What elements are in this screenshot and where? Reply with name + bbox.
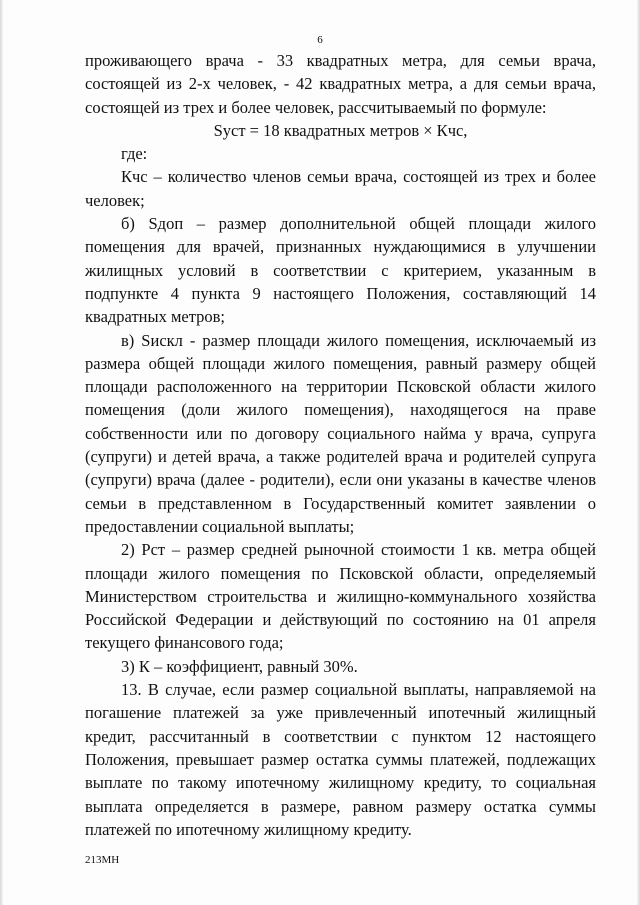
scan-edge-left — [0, 0, 3, 905]
paragraph-continuation: проживающего врача - 33 квадратных метра, для семьи врача, состоящей из 2-х человек, - 42 квадратных метра, а для семьи врача, состоящей из трех и более человек, рассчитываемый по формуле: — [85, 51, 596, 117]
paragraph-section-13: 13. В случае, если размер социальной выплаты, направляемой на погашение платежей за уже привлеченный ипотечный жилищный кредит, рассчитанный в соответствии с пунктом 12 настоящего Положения, превышает размер остатка суммы платежей, подлежащих выплате по такому ипотечному жилищному кредиту, то социальная выплата определяется в размере, равном размеру остатка суммы платежей по ипотечному жилищному кредиту. — [85, 680, 596, 839]
paragraph-kchs-definition: Кчс – количество членов семьи врача, состоящей из трех и более человек; — [85, 167, 596, 210]
paragraph-item-2: 2) Рст – размер средней рыночной стоимости 1 кв. метра общей площади жилого помещения по Псковской области, определяемый Министерством строительства и жилищно-коммунального хозяйства Российской Федерации и действующий по состоянию на 01 апреля текущего финансового года; — [85, 540, 596, 653]
document-code: 213МН — [85, 854, 120, 866]
paragraph-item-3: 3) К – коэффициент, равный 30%. — [121, 656, 358, 676]
formula-line: Sуст = 18 квадратных метров × Кчс, — [213, 120, 468, 140]
paragraph-where: где: — [121, 144, 148, 164]
paragraph-subitem-v: в) Sискл - размер площади жилого помещения, исключаемый из размера общей площади жилого помещения, равный размеру общей площади расположенного на территории Псковской области жилого помещения (доли жилого помещения), находящегося на праве собственности или по договору социального найма у врача, супруга (супруги) и детей врача, а также родителей врача и родителей супруга (супруги) врача (далее - родители), если они указаны в качестве членов семьи в представленном в Государственный комитет заявлении о предоставлении социальной выплаты; — [85, 330, 596, 536]
page-number: 6 — [317, 34, 323, 46]
document-body — [85, 49, 596, 841]
paragraph-subitem-b: б) Sдоп – размер дополнительной общей площади жилого помещения для врачей, признанных нуждающимися в улучшении жилищных условий в соответствии с критерием, указанным в подпункте 4 пункта 9 настоящего Положения, составляющий 14 квадратных метров; — [85, 214, 596, 327]
